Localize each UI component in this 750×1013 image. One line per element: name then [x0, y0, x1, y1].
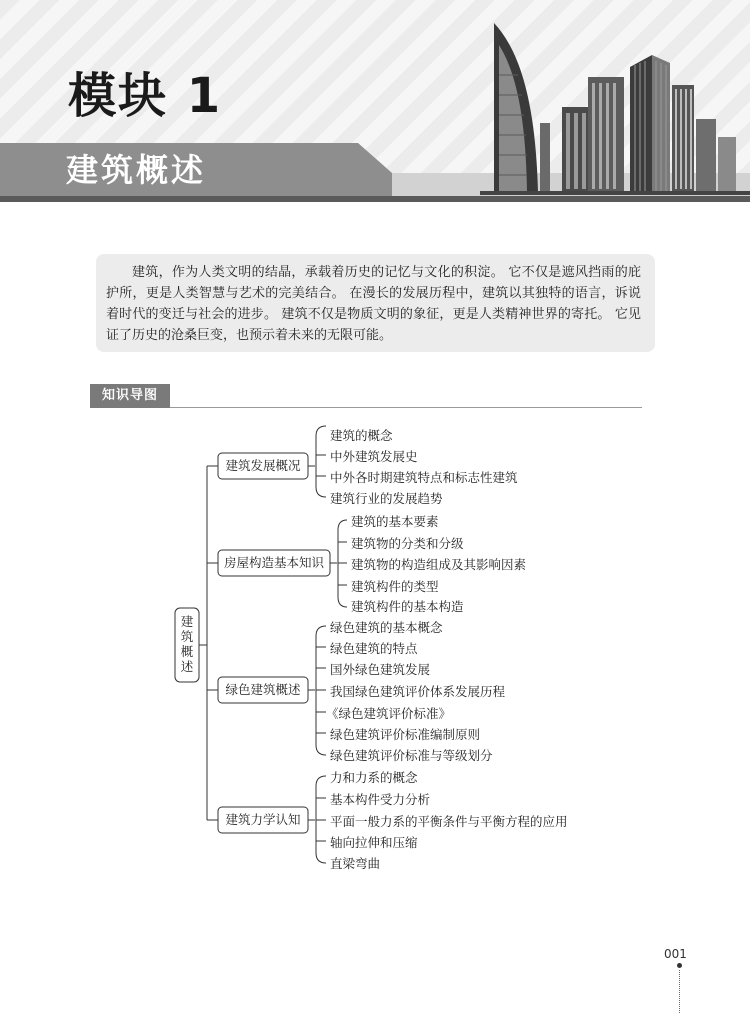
- leaf-item: 建筑物的分类和分级: [351, 536, 464, 551]
- leaf-item: 直梁弯曲: [330, 856, 381, 871]
- module-title: 建筑概述: [66, 151, 207, 189]
- branch-label: 建筑发展概况: [225, 458, 301, 473]
- leaf-item: 绿色建筑的特点: [330, 641, 418, 656]
- section-label: 知识导图: [90, 384, 170, 408]
- branch-label: 绿色建筑概述: [225, 682, 301, 697]
- module-number: 模块 1: [68, 68, 223, 124]
- root-label-char: 述: [180, 659, 194, 674]
- leaf-item: 国外绿色建筑发展: [330, 662, 431, 677]
- page-marker-line: [679, 970, 680, 1013]
- page-number: 001: [664, 947, 687, 961]
- leaf-item: 建筑的基本要素: [351, 514, 439, 529]
- leaf-item: 基本构件受力分析: [330, 792, 431, 807]
- leaf-item: 绿色建筑评价标准编制原则: [330, 727, 481, 742]
- leaf-item: 建筑行业的发展趋势: [330, 491, 443, 506]
- root-label-char: 概: [180, 644, 194, 659]
- branch-label: 建筑力学认知: [225, 812, 301, 827]
- leaf-item: 建筑的概念: [330, 428, 393, 443]
- leaf-item: 《绿色建筑评价标准》: [326, 706, 452, 721]
- leaf-item: 中外各时期建筑特点和标志性建筑: [330, 470, 518, 485]
- leaf-item: 绿色建筑评价标准与等级划分: [330, 748, 493, 763]
- leaf-item: 中外建筑发展史: [330, 449, 418, 464]
- intro-paragraph: 建筑，作为人类文明的结晶，承载着历史的记忆与文化的积淀。 它不仅是遮风挡雨的庇护所，更是人类智慧与艺术的完美结合。 在漫长的发展历程中，建筑以其独特的语言，诉说着时代的变迁与社会的进步。 建筑不仅是物质文明的象征，更是人类精神世界的寄托。 它见证了历史的沧桑巨变，也预示着未来的无限可能。: [96, 254, 655, 352]
- root-label-char: 建: [180, 614, 194, 629]
- leaf-item: 轴向拉伸和压缩: [330, 835, 418, 850]
- root-label-char: 筑: [180, 629, 194, 644]
- leaf-item: 建筑物的构造组成及其影响因素: [351, 557, 527, 572]
- leaf-item: 建筑构件的基本构造: [351, 599, 464, 614]
- leaf-item: 绿色建筑的基本概念: [330, 620, 443, 635]
- leaf-item: 我国绿色建筑评价体系发展历程: [330, 684, 506, 699]
- leaf-item: 平面一般力系的平衡条件与平衡方程的应用: [330, 814, 568, 829]
- page-marker-dot: [677, 963, 682, 968]
- leaf-item: 力和力系的概念: [330, 770, 418, 785]
- branch-label: 房屋构造基本知识: [223, 555, 325, 570]
- leaf-item: 建筑构件的类型: [351, 579, 439, 594]
